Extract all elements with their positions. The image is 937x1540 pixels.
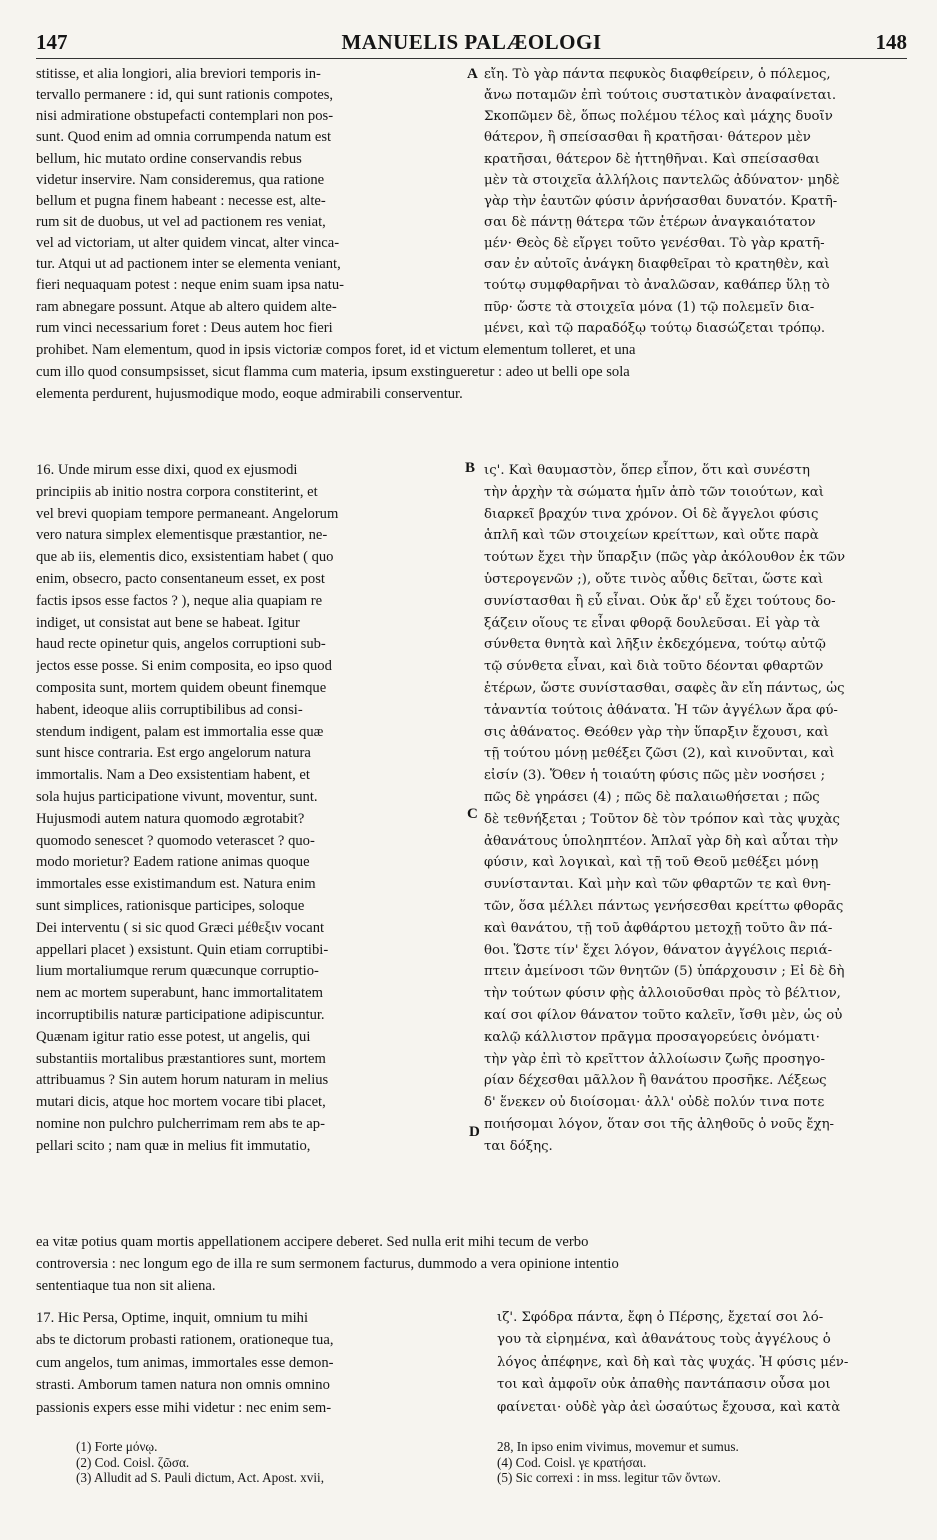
footnotes-right (497, 1439, 909, 1486)
text-line: φύσιν, καὶ λογικαὶ, καὶ τῇ τοῦ Θεοῦ μεθέξει μόνῃ (484, 855, 819, 871)
text-line: σις ἀθάνατος. Θεόθεν γὰρ τὴν ὕπαρξιν ἔχουσι, καὶ (484, 724, 829, 740)
text-line: modo morietur? Eadem ratione animas quoque (36, 854, 310, 871)
text-line: immortales esse existimandum est. Natura enim (36, 876, 316, 893)
text-line: 16. Unde mirum esse dixi, quod ex ejusmodi (36, 462, 298, 478)
text-line: controversia : nec longum ego de illa re sum sermonem facturus, dummodo a vera opinione intentio (36, 1255, 619, 1272)
text-line: μέν· Θεὸς δὲ εἴργει τοῦτο γενέσθαι. Τὸ γὰρ κρατῆ- (484, 236, 825, 252)
text-line: rum vinci necessarium foret : Deus autem hoc fieri (36, 319, 333, 336)
text-line: διαρκεῖ βραχύν τινα χρόνον. Οἱ δὲ ἄγγελοι φύσις (484, 506, 819, 522)
text-line: videtur inservire. Nam consideremus, qua ratione (36, 171, 325, 188)
text-line: πτειν ἀμείνοσι τῶν θνητῶν (5) ὑπάρχουσιν ; Εἰ δὲ δὴ (484, 964, 845, 980)
text-line: ιζ'. Σφόδρα πάντα, ἔφη ὁ Πέρσης, ἔχεταί σοι λό- (497, 1310, 824, 1325)
text-line: τὴν τούτων φύσιν φῂς ἀλλοιοῦσθαι πρὸς τὸ βέλτιον, (484, 986, 841, 1002)
text-line: sententiaque tua non sit aliena. (36, 1277, 216, 1294)
text-line: bellum et pugna finem habeant : necesse est, alte- (36, 192, 326, 209)
text-line: καλῷ κάλλιστον πρᾶγμα προσαγορεύεις ὀνόματι· (484, 1029, 820, 1045)
text-line: factis ipsos esse factos ? ), neque alia quapiam re (36, 592, 323, 609)
text-line: fieri nequaquam potest : neque enim suam ipsa natu- (36, 277, 345, 294)
text-line: 17. Hic Persa, Optime, inquit, omnium tu mihi (36, 1310, 308, 1326)
text-line: ις'. Καὶ θαυμαστὸν, ὅπερ εἶπον, ὅτι καὶ συνέστη (484, 463, 810, 478)
text-line: nomine non pulchro pulcherrimam rem abs te ap- (36, 1115, 325, 1132)
text-line: passionis expers esse mihi videtur : nec enim sem- (36, 1399, 332, 1416)
latin-full-width-continuation-2 (36, 1232, 909, 1298)
text-line: Hujusmodi autem natura quomodo ægrotabit? (36, 810, 305, 827)
latin-column-section-17 (36, 1307, 466, 1419)
text-line: rum sit de duobus, ut vel ad pactionem res veniat, (36, 213, 326, 230)
running-title: MANUELIS PALÆOLOGI (341, 30, 602, 54)
text-line: δὲ τεθνήξεται ; Τοῦτον δὲ τὸν τρόπον καὶ τὰς ψυχὰς (484, 811, 840, 827)
text-line: ξάζειν οἵους τε εἶναι φθορᾷ δουλεῦσαι. Εἰ γὰρ τὰ (484, 615, 820, 631)
text-line: lium mortaliumque rerum quæcunque corruptio- (36, 963, 319, 980)
running-header (36, 30, 907, 60)
text-line: (2) Cod. Coisl. ζῶσα. (76, 1454, 190, 1470)
text-line: strasti. Amborum tamen natura non omnis omnino (36, 1377, 330, 1394)
margin-letter-a: A (467, 66, 478, 82)
text-line: haud recte opinetur quis, angelos corruptioni sub- (36, 636, 326, 653)
text-line: ἁπλῆ καὶ τῶν στοιχείων κρείττων, καὶ οὔτε παρὰ (484, 528, 819, 544)
text-line: vel brevi quopiam tempore permaneant. Angelorum (36, 505, 339, 522)
text-line: θοι. Ὥστε τίν' ἔχει λόγον, θάνατον ἀγγέλοις περιά- (484, 942, 833, 958)
text-line: τῇ τούτου μόνῃ μεθέξει ζῶσι (2), καὶ κινοῦνται, καὶ (484, 746, 835, 762)
margin-letter-b: B (465, 460, 476, 476)
text-line: tervallo permanere : id, qui sunt rationis compotes, (36, 87, 334, 104)
text-line: stitisse, et alia longiori, alia breviori temporis in- (36, 66, 321, 82)
text-line: (1) Forte μόνῳ. (76, 1439, 158, 1454)
text-line: καί σοι φίλον θάνατον τοῦτο καλεῖν, ἴσθι μὲν, ὡς οὐ (484, 1007, 843, 1023)
text-line: cum illo quod consumpsisset, sicut flamma cum materia, ipsum exstingueretur : adeo ut belli ope sola (36, 363, 630, 380)
text-line: γου τὰ εἰρημένα, καὶ ἀθανάτους τοὺς ἀγγέλους ὁ (497, 1332, 831, 1348)
page-number-left: 147 (36, 30, 68, 54)
greek-column-section-16 (484, 460, 909, 1158)
text-line: tur. Atqui ut ad pactionem inter se elementa veniant, (36, 256, 341, 273)
text-line: abs te dictorum probasti rationem, orationeque tua, (36, 1332, 334, 1349)
greek-column-section-17 (497, 1307, 909, 1419)
text-line: σαν ἐν αὐτοῖς ἀνάγκη διαφθεῖραι τὸ κρατηθὲν, καὶ (484, 257, 830, 273)
margin-letter-c: C (467, 806, 478, 822)
text-line: immortalis. Nam a Deo exsistentiam habent, et (36, 767, 310, 784)
text-line: cum angelos, tum animas, immortales esse demon- (36, 1354, 334, 1371)
text-line: μένει, καὶ τῷ παραδόξῳ τούτῳ διασώζεται τρόπῳ. (484, 320, 826, 336)
text-line: nem ac mortem superabunt, hanc immortalitatem (36, 985, 323, 1002)
text-line: τὴν γὰρ ἐπὶ τὸ κρεῖττον ἀλλοίωσιν ζωῆς προσηγο- (484, 1051, 825, 1067)
text-line: habent, ideoque aliis corruptibilibus ad consi- (36, 701, 303, 718)
text-line: prohibet. Nam elementum, quod in ipsis victoriæ compos foret, id et victum elementum tolleret, et una (36, 342, 636, 358)
text-line: (3) Alludit ad S. Pauli dictum, Act. Apost. xvii, (76, 1470, 324, 1485)
text-line: sunt simplices, rationisque participes, soloque (36, 897, 305, 914)
text-line: τῶν, ὅσα μέλλει πάντως γενήσεσθαι κρείττω φθορᾶς (484, 898, 844, 914)
text-line: τούτῳ συμφθαρῆναι τὸ ἀναλῶσαν, καθάπερ ὕλῃ τὸ (484, 278, 830, 294)
text-line: ἄνω ποταμῶν ἐπὶ τούτοις συστατικὸν ἀναφαίνεται. (484, 88, 837, 104)
text-line: κρατῆσαι, θάτερον δὲ ἡττηθῆναι. Καὶ σπείσασθαι (484, 151, 820, 167)
text-line: γὰρ τὴν ἑαυτῶν φύσιν ἀρνήσασθαι δυνατόν. Κρατῆ- (484, 193, 838, 209)
text-line: appellari placet ) exsistunt. Quin etiam corruptibi- (36, 941, 329, 958)
text-line: τὴν ἀρχὴν τὰ σώματα ἡμῖν ἀπὸ τῶν τοιούτων, καὶ (484, 484, 824, 500)
text-line: τούτων ἔχει τὴν ὕπαρξιν (πῶς γὰρ ἀκόλουθον ἐκ τῶν (484, 550, 846, 566)
latin-column-section-1 (36, 64, 466, 339)
text-line: τἀναντία τούτοις ἀθάνατα. Ἡ τῶν ἀγγέλων ἄρα φύ- (484, 702, 838, 718)
text-line: σαι δὲ πάντῃ θάτερα τῶν ἑτέρων ἀναγκαιότατον (484, 214, 816, 230)
text-line: substantiis mortalibus præstantiores sunt, mortem (36, 1050, 326, 1067)
text-line: principiis ab initio nostra corpora constiterint, et (36, 483, 318, 500)
text-line: enim, obsecro, pacto consentaneum esset, ex post (36, 570, 325, 587)
text-line: vero natura simplex elementisque præstantior, ne- (36, 527, 328, 544)
text-line: sunt hisce contraria. Est ergo angelorum natura (36, 745, 311, 762)
text-line: σύνθετα θνητὰ καὶ λῆξιν ἐκδεχόμενα, τούτῳ αὐτῷ (484, 637, 826, 653)
text-line: τῷ σύνθετα εἶναι, καὶ διὰ τοῦτο δέονται φθαρτῶν (484, 659, 824, 675)
text-line: incorruptibilis naturæ participatione adipiscuntur. (36, 1006, 325, 1023)
text-line: ea vitæ potius quam mortis appellationem accipere deberet. Sed nulla erit mihi tecum de verbo (36, 1234, 589, 1250)
text-line: elementa perdurent, hujusmodique modo, eoque admirabili conserventur. (36, 385, 463, 402)
page-number-right: 148 (875, 30, 907, 54)
text-line: ρίαν δέχεσθαι μᾶλλον ἢ θανάτου προσῆκε. Λέξεως (484, 1073, 827, 1089)
text-line: πῦρ· ὥστε τὰ στοιχεῖα μόνα (1) τῷ πολεμεῖν δια- (484, 299, 815, 315)
greek-column-section-1 (484, 64, 909, 339)
text-line: Quænam igitur ratio esse potest, ut angelis, qui (36, 1028, 311, 1045)
text-line: συνίστανται. Καὶ μὴν καὶ τῶν φθαρτῶν τε καὶ θνη- (484, 877, 831, 893)
text-line: mutari dicis, atque hoc mortem vocare tibi placet, (36, 1094, 326, 1111)
text-line: composita sunt, mortem quidem obeunt finemque (36, 679, 327, 696)
latin-column-section-16 (36, 460, 466, 1158)
text-line: ποιήσομαι λόγον, ὅταν σοι τῆς ἀληθοῦς ὁ νοῦς ἔχη- (484, 1116, 835, 1132)
text-line: stendum indigent, palam est immortalia esse quæ (36, 723, 324, 740)
latin-full-width-continuation (36, 340, 909, 406)
text-line: vel ad victoriam, ut alter quidem vincat, alter vinca- (36, 235, 340, 252)
text-line: nisi admiratione obstupefacti contemplari non pos- (36, 108, 334, 125)
text-line: εἰσίν (3). Ὅθεν ἡ τοιαύτη φύσις πῶς μὲν νοσήσει ; (484, 768, 826, 784)
header-rule (36, 58, 907, 59)
text-line: (5) Sic correxi : in mss. legitur τῶν ὄντων. (497, 1470, 721, 1485)
text-line: συνίστασθαι ἢ εὖ εἶναι. Οὐκ ἄρ' εὖ ἔχει τούτους δο- (484, 593, 836, 609)
text-line: indiget, ut consistat aut bene se habeat. Igitur (36, 614, 300, 631)
text-line: πῶς δὲ γηράσει (4) ; πῶς δὲ παλαιωθήσεται ; πῶς (484, 789, 820, 805)
text-line: que ab iis, elementis dico, exsistentiam habet ( quo (36, 549, 334, 566)
text-line: pellari scito ; nam quæ in melius fit immutatio, (36, 1137, 311, 1154)
text-line: quomodo senescet ? quomodo veterascet ? quo- (36, 832, 315, 849)
text-line: (4) Cod. Coisl. γε κρατήσαι. (497, 1454, 647, 1470)
text-line: τοι καὶ ἀμφοῖν οὐκ ἀπαθὴς παντάπασιν οὖσα μοι (497, 1377, 831, 1393)
text-line: λόγος ἀπέφηνε, καὶ δὴ καὶ τὰς ψυχάς. Ἡ φύσις μέν- (497, 1354, 849, 1370)
text-line: ἑτέρων, ὥστε συνίστασθαι, σαφὲς ἂν εἴη πάντως, ὡς (484, 680, 845, 696)
text-line: 28, In ipso enim vivimus, movemur et sumus. (497, 1439, 739, 1454)
text-line: ται δόξης. (484, 1138, 553, 1154)
text-line: Σκοπῶμεν δὲ, ὅπως πολέμου τέλος καὶ μάχης δυοῖν (484, 109, 833, 125)
text-line: sunt. Quod enim ad omnia corrumpenda natum est (36, 129, 332, 146)
text-line: δ' ἕνεκεν οὐ διοίσομαι· ἀλλ' οὐδὲ πολύν τινα ποτε (484, 1095, 825, 1111)
text-line: sola hujus participatione vivunt, moventur, sunt. (36, 788, 318, 805)
text-line: ram abnegare possunt. Atque ab altero quidem alte- (36, 298, 337, 315)
text-line: bellum, hic mutato ordine conservandis rebus (36, 150, 302, 167)
text-line: ἀθανάτους ὑποληπτέον. Ἁπλαῖ γὰρ δὴ καὶ αὗται τὴν (484, 833, 839, 849)
text-line: attribuamus ? Sin autem horum naturam in melius (36, 1072, 329, 1089)
text-line: καὶ θανάτου, τῇ τοῦ ἀφθάρτου μετοχῇ τοῦτο ἂν πά- (484, 920, 833, 936)
text-line: jectos esse posse. Si enim composita, eo ipso quod (36, 658, 332, 675)
text-line: θάτερον, ἢ σπείσασθαι ἢ κρατῆσαι· θάτερον μὲν (484, 130, 811, 146)
text-line: εἴη. Τὸ γὰρ πάντα πεφυκὸς διαφθείρειν, ὁ πόλεμος, (484, 67, 831, 82)
text-line: φαίνεται· οὐδὲ γὰρ ἀεὶ ὡσαύτως ἔχουσα, καὶ κατὰ (497, 1399, 841, 1415)
text-line: ὑστερογενῶν ;), οὔτε τινὸς αὖθις δεῖται, ὥστε καὶ (484, 571, 824, 587)
text-line: Dei interventu ( si sic quod Græci μέθεξιν vocant (36, 919, 325, 936)
footnotes-left (76, 1439, 496, 1486)
margin-letter-d: D (469, 1124, 480, 1140)
text-line: μὲν τὰ στοιχεῖα ἀλλήλοις παντελῶς ἀδύνατον· μηδὲ (484, 172, 840, 188)
